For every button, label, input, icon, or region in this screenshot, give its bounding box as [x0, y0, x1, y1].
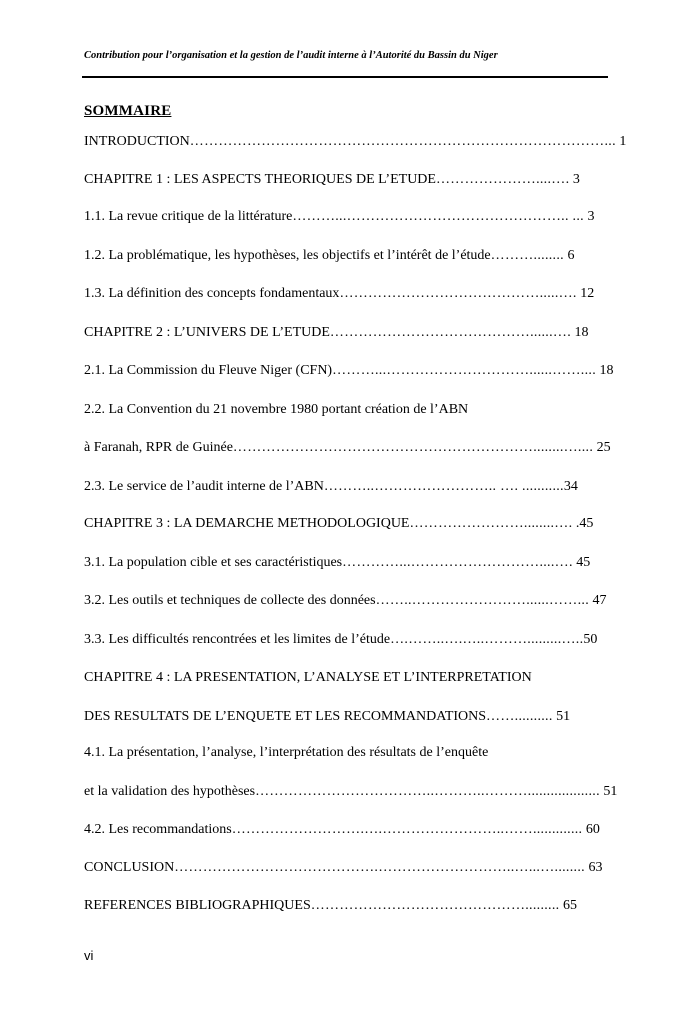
toc-entry-4-2[interactable]: 4.2. Les recommandations……………………….….……………………..……............. 60	[84, 822, 600, 837]
toc-entry-2-3[interactable]: 2.3. Le service de l’audit interne de l’ABN………..…………………….. …. ...........34	[84, 479, 578, 494]
toc-entry-conclusion[interactable]: CONCLUSION…………………………………….………………………..…...…........ 63	[84, 860, 603, 875]
toc-entry-chapter-4-line2[interactable]: DES RESULTATS DE L’ENQUETE ET LES RECOMMANDATIONS…….......... 51	[84, 709, 571, 724]
toc-entry-2-1[interactable]: 2.1. La Commission du Fleuve Niger (CFN)………...…………………………......…….... 18	[84, 363, 614, 378]
page-number: vi	[84, 948, 94, 963]
header-rule	[82, 76, 608, 78]
toc-entry-1-3[interactable]: 1.3. La définition des concepts fondamentaux…………………………………….....…. 12	[84, 286, 595, 301]
toc-entry-2-2-line1[interactable]: 2.2. La Convention du 21 novembre 1980 portant création de l’ABN	[84, 402, 469, 417]
toc-entry-4-1-line2[interactable]: et la validation des hypothèses………………………………..………..………................... 51	[84, 784, 618, 799]
toc-entry-introduction[interactable]: INTRODUCTION……………………………………………………………………………... 1	[84, 134, 627, 149]
running-header: Contribution pour l’organisation et la gestion de l’audit interne à l’Autorité du Bassin du Niger	[84, 50, 498, 61]
toc-entry-chapter-4-line1[interactable]: CHAPITRE 4 : LA PRESENTATION, L’ANALYSE ET L’INTERPRETATION	[84, 670, 532, 685]
toc-entry-chapter-3[interactable]: CHAPITRE 3 : LA DEMARCHE METHODOLOGIQUE……………………........…. .45	[84, 516, 594, 531]
toc-entry-references[interactable]: REFERENCES BIBLIOGRAPHIQUES………………………………………......... 65	[84, 898, 577, 913]
toc-entry-3-3[interactable]: 3.3. Les difficultés rencontrées et les limites de l’étude….……..….…..……….........…..50	[84, 632, 598, 647]
toc-entry-3-1[interactable]: 3.1. La population cible et ses caractéristiques…………...………………………....…. 45	[84, 555, 591, 570]
toc-entry-chapter-1[interactable]: CHAPITRE 1 : LES ASPECTS THEORIQUES DE L’ETUDE…………………....…. 3	[84, 172, 580, 187]
toc-entry-2-2-line2[interactable]: à Faranah, RPR de Guinée………………………………………………………........….... 25	[84, 440, 611, 455]
toc-entry-4-1-line1[interactable]: 4.1. La présentation, l’analyse, l’interprétation des résultats de l’enquête	[84, 745, 489, 760]
toc-title: SOMMAIRE	[84, 103, 172, 119]
toc-entry-chapter-2[interactable]: CHAPITRE 2 : L’UNIVERS DE L’ETUDE……………………………………......…. 18	[84, 325, 589, 340]
toc-entry-1-1[interactable]: 1.1. La revue critique de la littérature………...……………………………………….. ... 3	[84, 209, 595, 224]
toc-entry-1-2[interactable]: 1.2. La problématique, les hypothèses, les objectifs et l’intérêt de l’étude………........ 6	[84, 248, 575, 263]
toc-entry-3-2[interactable]: 3.2. Les outils et techniques de collecte des données……..……………………......……... 47	[84, 593, 607, 608]
